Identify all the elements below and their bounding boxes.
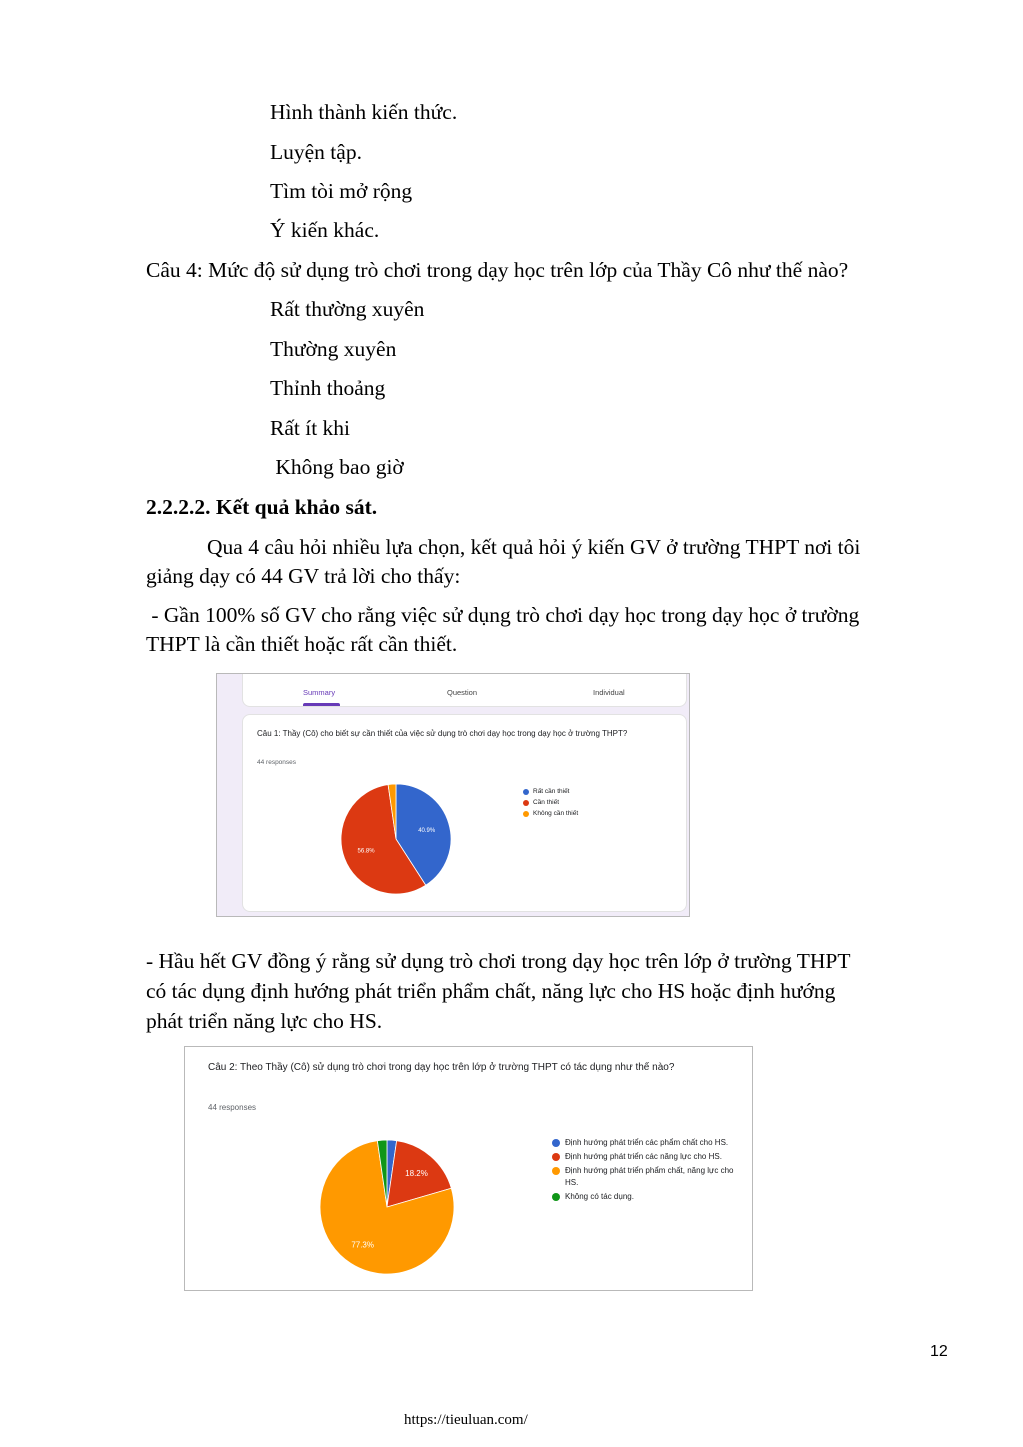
pie-chart-q2: [319, 1139, 455, 1275]
active-tab-indicator: [303, 703, 340, 706]
legend-item-1: [523, 786, 578, 797]
survey-screenshot-2: [184, 1046, 753, 1291]
legend-q2: [552, 1137, 735, 1205]
legend-label-3: Không cần thiết: [533, 810, 579, 817]
paragraph-2-line-1: - Gần 100% số GV cho rằng việc sử dụng trò chơi dạy học trong dạy học ở trường: [146, 603, 860, 627]
pie-slice-label-2: 56.8%: [357, 848, 375, 855]
pie-slice-label-3: 77.3%: [351, 1240, 375, 1250]
paragraph-2-line-2: THPT là cần thiết hoặc rất cần thiết.: [146, 632, 458, 656]
legend-label-4: Không có tác dụng.: [565, 1192, 634, 1201]
paragraph-3-line-3: phát triển năng lực cho HS.: [146, 1009, 383, 1033]
legend-swatch-3: [552, 1167, 560, 1175]
legend-q1: [523, 786, 578, 819]
pie-slice-label-1: 40.9%: [418, 828, 436, 835]
option-q4-5: Không bao giờ: [270, 455, 404, 479]
survey-screenshot-1: [216, 673, 690, 917]
tab-question[interactable]: Question: [447, 688, 478, 697]
tab-summary[interactable]: Summary: [303, 688, 336, 697]
section-heading: 2.2.2.2. Kết quả khảo sát.: [146, 495, 378, 519]
option-q3-3: Tìm tòi mở rộng: [270, 179, 413, 203]
tab-individual[interactable]: Individual: [593, 688, 625, 697]
legend-label-1: Định hướng phát triển các phẩm chất cho HS.: [565, 1138, 729, 1147]
legend-swatch-2: [552, 1153, 560, 1161]
legend-item-2: [552, 1151, 735, 1163]
legend-label-1: Rất cần thiết: [533, 788, 570, 795]
legend-swatch-4: [552, 1193, 560, 1201]
legend-swatch-1: [523, 789, 529, 795]
option-q3-2: Luyện tập.: [270, 140, 362, 164]
legend-item-1: [552, 1137, 735, 1149]
legend-label-2: Cần thiết: [533, 799, 560, 806]
option-q4-3: Thỉnh thoảng: [270, 376, 386, 400]
legend-label-2: Định hướng phát triển các năng lực cho HS.: [565, 1152, 722, 1161]
paragraph-3-line-1: - Hầu hết GV đồng ý rằng sử dụng trò chơi trong dạy học trên lớp ở trường THPT: [146, 949, 851, 973]
legend-swatch-3: [523, 811, 529, 817]
option-q3-4: Ý kiến khác.: [270, 218, 380, 242]
legend-swatch-2: [523, 800, 529, 806]
paragraph-1-line-1: Qua 4 câu hỏi nhiều lựa chọn, kết quả hỏi ý kiến GV ở trường THPT nơi tôi: [207, 535, 861, 559]
legend-swatch-1: [552, 1139, 560, 1147]
legend-item-3: [523, 808, 578, 819]
paragraph-3-line-2: có tác dụng định hướng phát triển phẩm chất, năng lực cho HS hoặc định hướng: [146, 979, 836, 1003]
response-count-2: 44 responses: [208, 1103, 257, 1112]
legend-item-2: [523, 797, 578, 808]
response-count-1: 44 responses: [257, 759, 297, 766]
page-number: 12: [930, 1343, 948, 1360]
paragraph-1-line-2: giảng dạy có 44 GV trả lời cho thấy:: [146, 564, 461, 588]
legend-item-3: [552, 1165, 735, 1189]
forms-tab-bar: [242, 673, 687, 707]
option-q4-1: Rất thường xuyên: [270, 297, 425, 321]
option-q4-4: Rất ít khi: [270, 416, 351, 440]
pie-chart-q1: [340, 783, 452, 895]
legend-item-4: [552, 1191, 735, 1203]
question-2-title: Câu 2: Theo Thầy (Cô) sử dụng trò chơi trong dạy học trên lớp ở trường THPT có tác dụng như thế nào?: [208, 1062, 675, 1073]
question-1-title: Câu 1: Thầy (Cô) cho biết sự cần thiết của việc sử dụng trò chơi dạy học trong dạy học ở trường THPT?: [257, 729, 628, 738]
option-q4-2: Thường xuyên: [270, 337, 397, 361]
footer-url: https://tieuluan.com/: [404, 1412, 528, 1428]
legend-label-3: Định hướng phát triển phẩm chất, năng lực cho HS.: [565, 1166, 734, 1187]
question-card-1: [242, 714, 687, 912]
option-q3-1: Hình thành kiến thức.: [270, 100, 458, 124]
question-4: Câu 4: Mức độ sử dụng trò chơi trong dạy học trên lớp của Thầy Cô như thế nào?: [146, 258, 849, 282]
pie-slice-label-2: 18.2%: [405, 1168, 428, 1178]
